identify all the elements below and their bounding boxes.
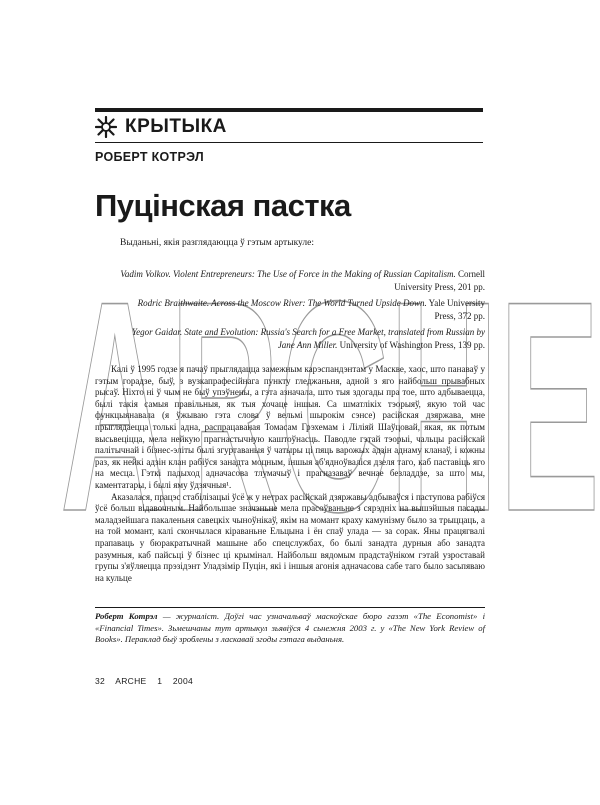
book-title: Vadim Volkov. Violent Entrepreneurs: The Use of Force in the Making of Russian Capitalism. — [120, 269, 456, 279]
author-bio — [95, 611, 485, 646]
page-number: 32 — [95, 676, 106, 686]
book-publisher: University of Washington Press, 139 pp. — [339, 339, 485, 350]
issue-number: 1 — [157, 676, 163, 686]
article-body — [95, 364, 485, 584]
article-title: Пуцінская пастка — [95, 188, 351, 223]
section-rule-bottom — [95, 142, 483, 143]
bio-text: — журналіст. Доўгі час узначальваў маскоўскае бюро газэт «The Economist» і «Financial Times». Зьмешчаны тут артыкул зьявіўся 4 сьнежня 2003 г. у «The New York Review of Books». Пераклад быў зроблены з ласкавай згоды гэтага выданьня. — [95, 611, 486, 644]
book-entry — [120, 326, 485, 351]
bio-name: Роберт Котрэл — [95, 611, 158, 621]
journal-name: ARCHE — [115, 676, 147, 686]
book-entry — [120, 297, 485, 322]
section-rule-top — [95, 108, 483, 112]
book-publisher: Cornell University Press, 201 pp. — [394, 269, 485, 292]
book-title: Yegor Gaidar. State and Evolution: Russia's Search for a Free Market, translated from Russian by Jane Ann Miller. — [131, 327, 485, 350]
section-title: КРЫТЫКА — [125, 116, 227, 137]
issue-year: 2004 — [172, 676, 194, 686]
body-paragraph: Калі ў 1995 годзе я пачаў прыглядацца замежным карэспандэнтам у Маскве, хаос, што панаваў у гэтым горадзе, быў, з вузкапрафесійнага пункту гледжаньня, адной з яго найбольш прывабных рысаў. Ніхто ні ў чым не быў упэўнены, а гэта азначала, што тыя здогады пра тое, што адбываецца, былі такія самыя правільныя, як тыя хочаце іншыя. Са шматлікіх тэорыяў, якую той час функцыянавала (я ўжываю гэта слова ў вельмі шырокім сэнсе) расійская дзяржава, мне прыглядаецца толькі адна, распрацаваная Томасам Грэхемам і Ліліяй Шаўцовай, якая, як потым высьвеціцца, мела нейкую прагнастычную каштоўнасць. Паводле гэтай тэорыі, чальцы расійскай палітычнай і бізнес-эліты былі згуртаваныя ў чатыры ці пяць варожых адзін аднаму кланаў, і кожны раз, як нейкі адзін клан рабіўся занадта моцным, іншыя аб'ядноўваліся дзеля таго, каб паставіць яго на месца. Гэткі падыход адначасова тлумачыў і прагназаваў вечнае безладдзе, за што мы, каментатары, і былі яму ўдзячныя¹. — [95, 364, 485, 490]
page-footer — [95, 676, 201, 686]
watermark-text: ARCHE — [60, 238, 600, 574]
book-publisher: Yale University Press, 372 pp. — [428, 298, 485, 321]
book-title: Rodric Braithwaite. Across the Moscow River: The World Turned Upside Down. — [137, 298, 427, 308]
article-author: РОБЕРТ КОТРЭЛ — [95, 150, 204, 164]
book-entry — [120, 268, 485, 293]
book-list — [120, 268, 485, 355]
body-paragraph: Аказалася, працэс стабілізацыі ўсё ж у нетрах расійскай дзяржавы адбываўся і паступова рабіўся ўсё больш відавочным. Найбольшае значэньне мела прасоўваньне з сярэдніх на вышэйшыя пасады маладзейшага пакаленьня савецкіх чыноўнікаў, якім на момант краху камунізму было за трыццаць, а на той момант, калі скончылася кіраваньне Ельцына і ён спаў улада — за сорак. Яны працягвалі прапаваць у бюракратычнай машыне або спецслужбах, бо былі занадта дурныя або занадта разумныя, каб пайсьці ў бізнес ці крымінал. Найбольш вядомым прадстаўніком гэтай узроставай групы з'яўляецца прэзідэнт Уладзімір Пуцін, які і іншыя агонія адначасова сабе таго было засьпяваю на кульце — [95, 491, 485, 583]
reviewed-books-intro: Выданьні, якія разглядаюцца ў гэтым артыкуле: — [120, 238, 314, 248]
section-header — [95, 114, 495, 140]
bio-divider — [95, 607, 485, 608]
star-icon — [95, 116, 117, 138]
